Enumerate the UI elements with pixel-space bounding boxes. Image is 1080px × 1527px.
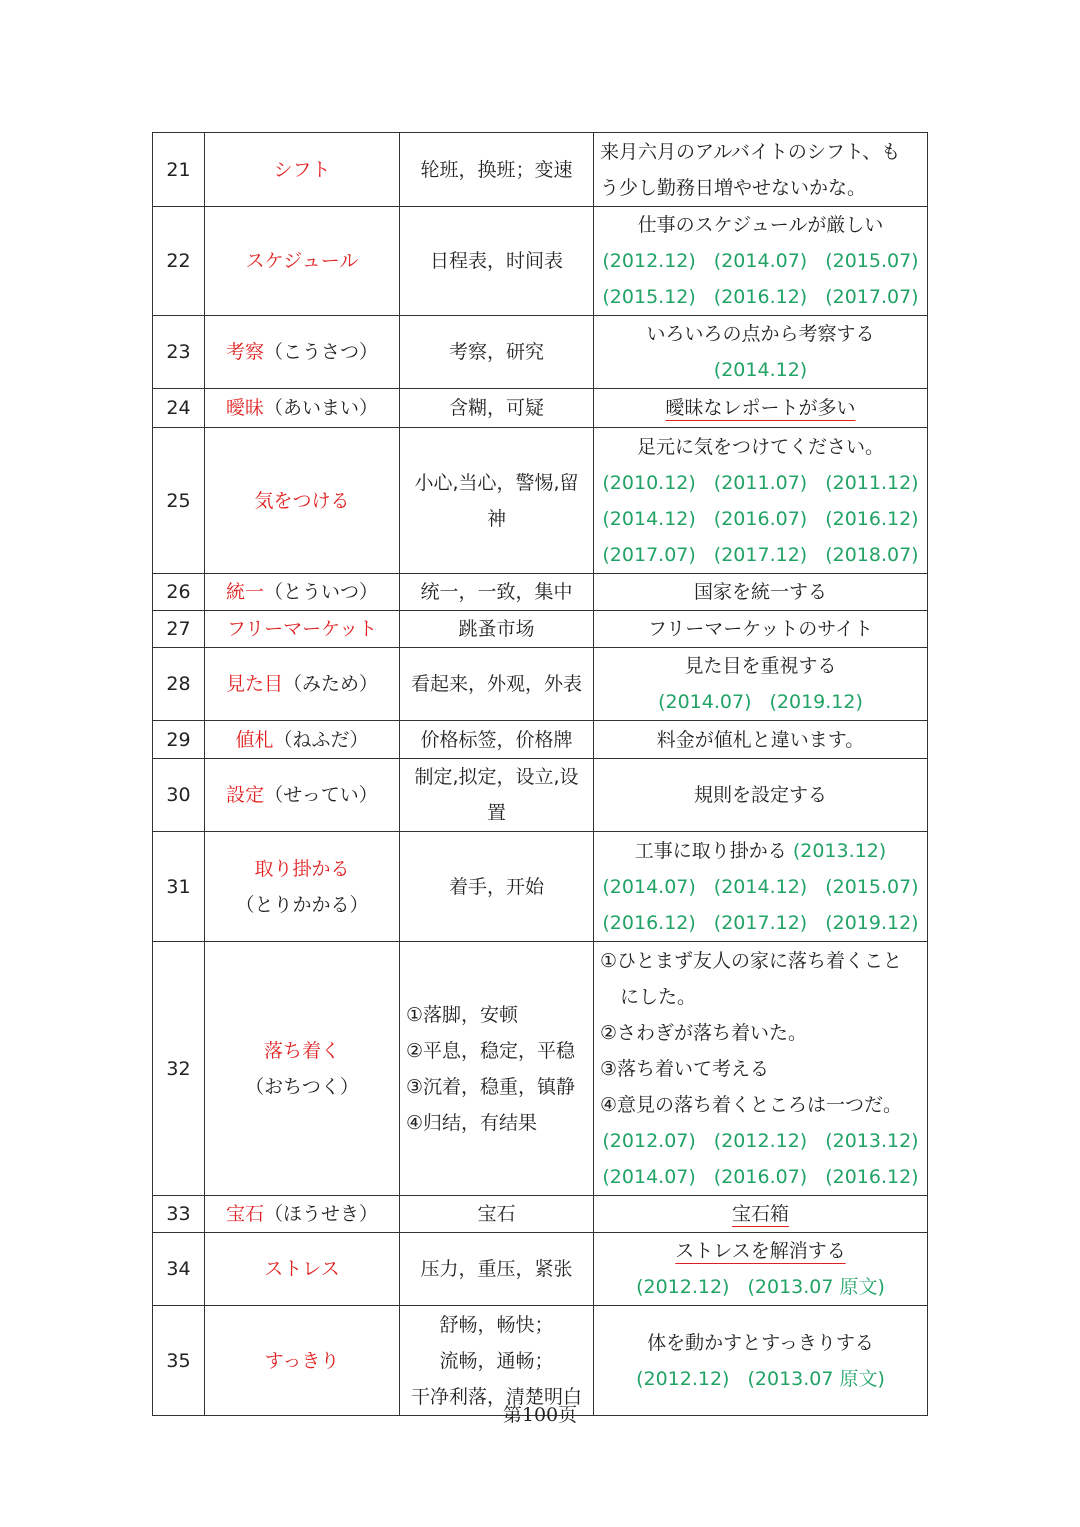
meaning-line: 舒畅，畅快； [439,1313,554,1336]
table-row [153,574,928,611]
exam-date: (2014.12) [713,875,808,898]
row-number: 32 [153,942,205,1196]
exam-date: (2016.07) [713,1165,808,1188]
exam-dates [600,537,921,573]
headword [205,611,400,648]
exam-date: (2016.07) [713,507,808,530]
headword-text: すっきり [264,1349,340,1372]
example-line: ②さわぎが落ち着いた。 [600,1021,808,1044]
meaning-line: ④归结，有结果 [406,1111,538,1134]
reading: （こうさつ） [264,341,379,363]
reading: （せってい） [264,784,378,806]
example-line: ①ひとまず友人の家に落ち着くこと [600,949,903,972]
headword [205,1196,400,1233]
exam-date: (2017.12) [713,911,808,934]
headword-text: 落ち着く [263,1039,340,1062]
exam-date: (2014.07) [602,875,696,898]
reading: （とういつ） [264,581,379,603]
headword [205,207,400,316]
exam-date: (2014.12) [602,507,696,530]
example [594,207,928,316]
example [594,1196,928,1233]
meaning [400,832,594,942]
table-row [153,207,928,316]
meaning-line: 日程表，时间表 [429,250,563,272]
row-number: 25 [153,428,205,574]
example [594,1306,928,1416]
exam-date: (2016.12) [825,507,919,530]
meaning [400,648,594,721]
exam-date: (2015.12) [602,286,696,308]
example-line: 規則を設定する [693,784,827,806]
meaning-line: 价格标签，价格牌 [420,728,573,751]
example [594,832,928,942]
vocabulary-table [152,132,928,1416]
exam-dates [600,869,921,905]
example-line: 見た目を重視する [684,655,837,677]
example [594,316,928,389]
row-number: 27 [153,611,205,648]
example-line: 宝石箱 [731,1203,789,1225]
example [594,942,928,1196]
example [594,1233,928,1306]
reading: （おちつく） [245,1075,359,1098]
table-row [153,428,928,574]
exam-date: (2014.07) [713,250,808,272]
headword [205,316,400,389]
headword [205,574,400,611]
example-line [600,833,921,869]
meaning [400,611,594,648]
meaning-line: 含糊，可疑 [448,397,544,419]
exam-date: (2013.07 原文) [747,1367,885,1390]
meaning [400,207,594,316]
example [594,389,928,428]
meaning-line: 考察，研究 [448,341,544,363]
headword-text: 設定 [226,784,265,806]
exam-date: (2018.07) [825,543,919,566]
exam-date: (2019.12) [769,691,863,713]
example [594,721,928,759]
example-line: う少し勤務日増やせないかな。 [600,176,867,199]
example-text: にした。 [620,985,697,1008]
headword-text: 見た目 [225,673,283,695]
example-line: ③落ち着いて考える [600,1057,770,1080]
exam-date: (2011.12) [825,471,919,494]
headword [205,1233,400,1306]
example-line: 来月六月のアルバイトのシフト、も [600,140,901,163]
exam-date: (2012.12) [713,1129,808,1152]
example-line: 曖昧なレポートが多い [665,397,856,419]
exam-date: (2017.12) [713,543,808,566]
example-line: ④意見の落ち着くところは一つだ。 [600,1093,903,1116]
row-number: 24 [153,389,205,428]
exam-dates [600,1123,921,1159]
meaning [400,721,594,759]
headword-text: 気をつける [254,489,350,512]
row-number: 23 [153,316,205,389]
row-number: 34 [153,1233,205,1306]
exam-date: (2010.12) [602,471,696,494]
meaning-line: 统一，一致，集中 [420,581,573,603]
exam-date: (2015.07) [825,875,919,898]
reading: （ほうせき） [264,1203,379,1225]
exam-date: (2012.12) [636,1276,730,1298]
exam-dates [600,501,921,537]
meaning [400,759,594,832]
example-text: ストレスを解消する [675,1240,846,1262]
table-row [153,1306,928,1416]
exam-dates [600,352,921,388]
reading: （ねふだ） [273,728,369,751]
example [594,428,928,574]
headword [205,759,400,832]
page-number: 第100页 [502,1404,578,1426]
exam-dates [600,1159,921,1195]
meaning-line: ③沉着，稳重，镇静 [406,1075,576,1098]
example-line: いろいろの点から考察する [646,323,875,345]
exam-date: (2017.07) [825,286,919,308]
exam-date: (2013.12) [825,1129,919,1152]
example-line: 国家を統一する [693,581,827,603]
row-number: 28 [153,648,205,721]
exam-dates [600,1361,921,1397]
headword [205,133,400,207]
example [594,574,928,611]
meaning-line: 宝石 [477,1203,516,1225]
exam-date: (2017.07) [602,543,696,566]
table-row [153,721,928,759]
headword [205,942,400,1196]
row-number: 26 [153,574,205,611]
meaning-line: 干净利落，清楚明白 [410,1385,582,1408]
headword-text: スケジュール [245,250,359,272]
table-row [153,316,928,389]
table-row [153,1233,928,1306]
table-row [153,389,928,428]
row-number: 29 [153,721,205,759]
exam-dates [600,684,921,720]
row-number: 21 [153,133,205,207]
exam-date: (2014.07) [602,1165,696,1188]
exam-dates [600,243,921,279]
table-row [153,832,928,942]
meaning-line: 流畅，通畅； [439,1349,554,1372]
exam-date: (2019.12) [825,911,919,934]
meaning [400,1306,594,1416]
table-row [153,611,928,648]
exam-date: (2012.12) [602,250,696,272]
example-line: 仕事のスケジュールが厳しい [637,214,884,236]
exam-date: (2016.12) [825,1165,919,1188]
row-number: 31 [153,832,205,942]
headword-text: 統一 [225,581,264,603]
exam-dates [600,1269,921,1305]
headword [205,721,400,759]
meaning-line: 跳蚤市场 [458,618,535,640]
table-row [153,942,928,1196]
meaning [400,1196,594,1233]
exam-date: (2016.12) [713,286,808,308]
headword-text: 曖昧 [225,397,264,419]
example-text: 工事に取り掛かる [634,839,787,862]
meaning [400,942,594,1196]
exam-dates [600,905,921,941]
reading: （あいまい） [264,397,379,419]
row-number: 22 [153,207,205,316]
headword-text: フリーマーケット [226,618,378,640]
headword-text: 考察 [225,341,264,363]
headword-text: ストレス [264,1258,340,1280]
reading: （とりかかる） [235,893,369,916]
exam-date: (2012.12) [636,1367,730,1390]
meaning-line: ①落脚，安顿 [406,1003,519,1026]
table-row [153,133,928,207]
row-number: 30 [153,759,205,832]
exam-date: (2014.12) [713,359,808,381]
table-row [153,759,928,832]
exam-date: (2013.07 原文) [747,1276,885,1298]
exam-date: (2016.12) [602,911,696,934]
example [594,611,928,648]
headword [205,832,400,942]
meaning-line: 压力，重压，紧张 [420,1258,573,1280]
exam-date: (2013.12) [792,839,887,862]
meaning-line: 小心,当心，警惕,留神 [414,471,579,530]
exam-date: (2011.07) [713,471,808,494]
headword-text: 取り掛かる [254,857,350,880]
example [594,648,928,721]
headword [205,1306,400,1416]
example-line: 料金が値札と違います。 [656,728,865,751]
meaning [400,389,594,428]
meaning [400,574,594,611]
meaning [400,1233,594,1306]
meaning [400,133,594,207]
meaning-line: 制定,拟定，设立,设置 [414,766,579,824]
headword-text: 値札 [235,728,274,751]
headword-text: 宝石 [225,1203,264,1225]
exam-dates [600,279,921,315]
meaning [400,428,594,574]
headword [205,428,400,574]
meaning-line: ②平息，稳定，平稳 [406,1039,576,1062]
example-line: フリーマーケットのサイト [648,618,873,640]
row-number: 33 [153,1196,205,1233]
example-line [600,979,921,1015]
table-row [153,1196,928,1233]
meaning [400,316,594,389]
example [594,133,928,207]
example [594,759,928,832]
table-row [153,648,928,721]
example-line [600,1233,921,1269]
headword [205,389,400,428]
headword [205,648,400,721]
headword-text: シフト [273,158,331,181]
reading: （みため） [283,673,379,695]
exam-date: (2014.07) [658,691,752,713]
example-line: 足元に気をつけてください。 [636,435,884,458]
exam-date: (2012.07) [602,1129,696,1152]
meaning-line: 轮班，换班；变速 [420,158,573,181]
exam-date: (2015.07) [825,250,919,272]
row-number: 35 [153,1306,205,1416]
meaning-line: 着手，开始 [448,875,544,898]
meaning-line: 看起来，外观，外表 [410,673,582,695]
exam-dates [600,465,921,501]
example-line: 体を動かすとすっきりする [647,1331,874,1354]
